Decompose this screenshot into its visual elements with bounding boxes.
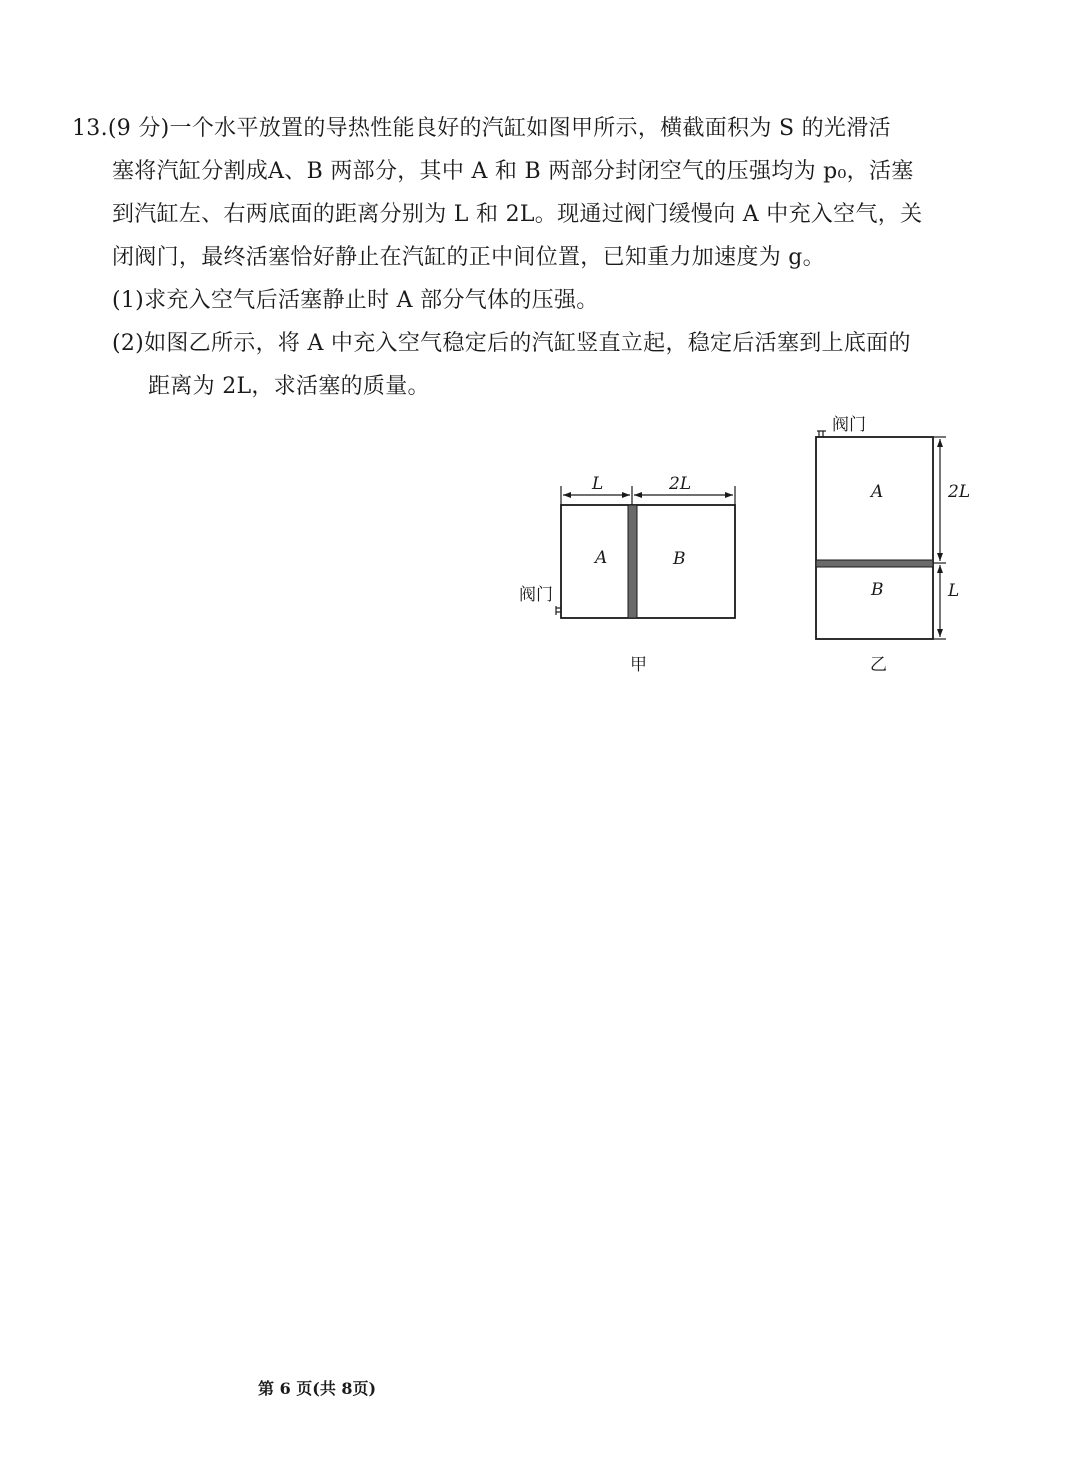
cylinder-jia bbox=[561, 505, 735, 618]
caption-jia: 甲 bbox=[630, 655, 647, 675]
question-line-3: 到汽缸左、右两底面的距离分别为 L 和 2L。现通过阀门缓慢向 A 中充入空气，关 bbox=[112, 202, 923, 227]
sub-question-1: (1)求充入空气后活塞静止时 A 部分气体的压强。 bbox=[112, 288, 599, 313]
question-line-4: 闭阀门，最终活塞恰好静止在汽缸的正中间位置，已知重力加速度为 g。 bbox=[112, 245, 825, 270]
part-label-b-yi: B bbox=[871, 580, 884, 600]
figure-yi bbox=[816, 415, 970, 675]
dim-label-2l-jia: 2L bbox=[669, 474, 692, 494]
figure-jia bbox=[519, 474, 735, 675]
part-label-a-jia: A bbox=[595, 548, 608, 568]
sub-question-2-cont: 距离为 2L，求活塞的质量。 bbox=[148, 374, 430, 399]
cylinder-yi bbox=[816, 437, 933, 639]
part-label-a-yi: A bbox=[871, 482, 884, 502]
page-footer: 第 6 页(共 8页) bbox=[258, 1379, 377, 1398]
question-line-2: 塞将汽缸分割成A、B 两部分，其中 A 和 B 两部分封闭空气的压强均为 p₀，活塞 bbox=[112, 159, 914, 184]
piston-yi bbox=[816, 560, 933, 567]
dimension-2l-yi bbox=[937, 439, 943, 561]
valve-label-yi: 阀门 bbox=[832, 415, 866, 435]
part-label-b-jia: B bbox=[673, 549, 686, 569]
question-line-1: 13.(9 分)一个水平放置的导热性能良好的汽缸如图甲所示，横截面积为 S 的光滑活 bbox=[72, 116, 891, 141]
dim-label-2l-yi: 2L bbox=[948, 482, 971, 502]
dimension-l-yi bbox=[937, 565, 943, 637]
caption-yi: 乙 bbox=[870, 655, 887, 675]
valve-label-jia: 阀门 bbox=[519, 585, 553, 605]
piston-jia bbox=[628, 505, 637, 618]
dim-label-l-yi: L bbox=[948, 581, 960, 601]
dim-label-l-jia: L bbox=[592, 474, 604, 494]
sub-question-2: (2)如图乙所示，将 A 中充入空气稳定后的汽缸竖直立起，稳定后活塞到上底面的 bbox=[112, 331, 911, 356]
